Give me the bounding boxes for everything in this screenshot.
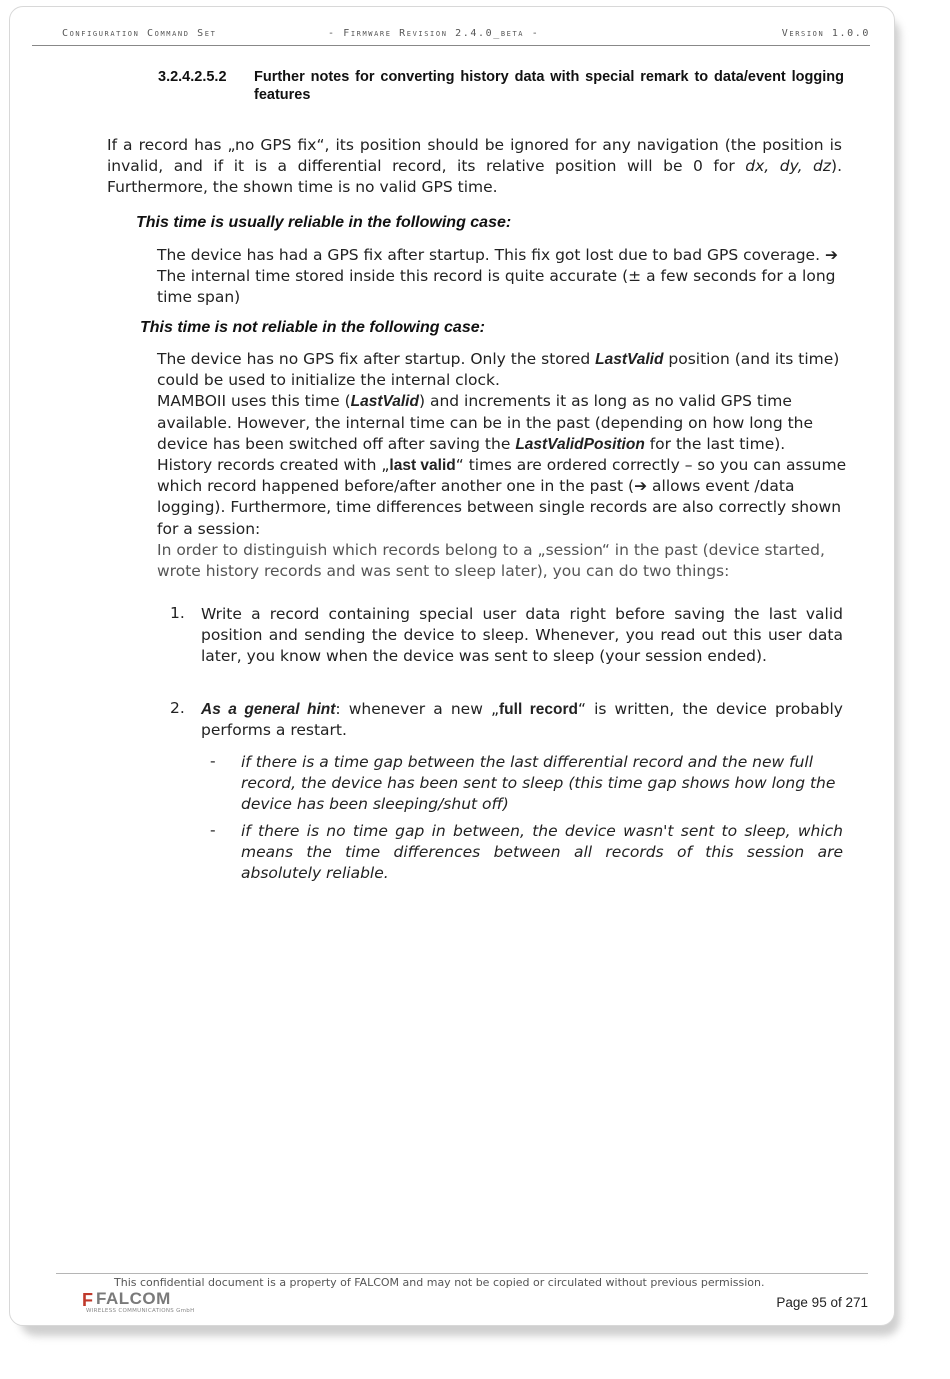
general-hint-label: As a general hint (201, 701, 336, 718)
reliable-text-b: The internal time stored inside this record is quite accurate (± a few seconds for a long time span) (157, 267, 836, 307)
reliable-text-a: The device has had a GPS fix after startup. This fix got lost due to bad GPS coverage. (157, 246, 825, 264)
header-version: Version 1.0.0 (781, 28, 870, 39)
bullet-1-text: if there is a time gap between the last differential record and the new full record, the device has been sent to sleep (this time gap shows how long the device has been sleeping/shut off) (241, 753, 836, 814)
falcom-logo-mark: F (82, 1290, 93, 1310)
p3-text-c: “ times are ordered correctly – so you can assume which record happened before/after another one in the past ( (157, 456, 847, 496)
reliable-paragraph (157, 245, 847, 309)
list-item-2-text (201, 699, 843, 741)
header-doc-title: Configuration Command Set (62, 28, 217, 39)
running-header (32, 27, 870, 46)
header-firmware-revision: - Firmware Revision 2.4.0_beta - (328, 28, 540, 39)
document-page (9, 6, 895, 1326)
falcom-logo (82, 1289, 212, 1317)
p3-text-a: History records created with „ (157, 456, 390, 475)
list-item-number: 1. (170, 604, 185, 622)
p2-text-e: for the last time). (644, 434, 786, 453)
confidentiality-notice: This confidential document is a property of FALCOM and may not be copied or circulated without previous permission. (114, 1276, 765, 1289)
bullet-dash: - (210, 752, 216, 770)
p3-text-d: allows event /data logging). Furthermore, time differences between single records are also correctly shown for a session: (157, 477, 842, 538)
not-reliable-block (157, 349, 847, 582)
keyword-lastvalid: LastValid (595, 351, 664, 368)
list-item-1-text: Write a record containing special user data right before saving the last valid position and sending the device to sleep. Whenever, you read out this user data later, you know when the device was sent to sleep (your session ended). (201, 605, 843, 666)
keyword-full-record: full record (499, 701, 578, 718)
p1-text-a: The device has no GPS fix after startup. Only the stored (157, 350, 596, 368)
p1-text-c: position (and its time) could be used to initialize the internal clock. (157, 350, 840, 390)
falcom-logo-tagline: WIRELESS COMMUNICATIONS GmbH (86, 1308, 195, 1314)
intro-variables: dx, dy, dz (745, 157, 832, 176)
footer-divider (56, 1273, 868, 1274)
intro-text-a: If a record has „no GPS fix“, its position should be ignored for any navigation (the position is invalid, and if it is a differential record, its relative position will be 0 for (107, 136, 842, 176)
hint-text-c: “ is written, the device probably performs a restart. (201, 700, 843, 740)
keyword-lastvalid: LastValid (350, 393, 419, 411)
hint-text-a: : whenever a new „ (335, 700, 500, 718)
bullet-dash: - (210, 821, 216, 839)
arrow-icon: ➔ (824, 246, 838, 264)
page-number: Page 95 of 271 (776, 1295, 868, 1310)
not-reliable-paragraph-4: In order to distinguish which records belong to a „session“ in the past (device started, wrote history records and was sent to sleep later), you can do two things: (157, 540, 825, 581)
not-reliable-paragraph-2 (157, 391, 847, 455)
not-reliable-heading: This time is not reliable in the following case: (140, 319, 485, 336)
not-reliable-paragraph-1 (157, 349, 847, 391)
list-item-number: 2. (170, 699, 185, 717)
falcom-logo-name: FALCOM (96, 1289, 171, 1308)
bullet-2-text: if there is no time gap in between, the device wasn't sent to sleep, which means the time differences between all records of this session are absolutely reliable. (241, 822, 843, 883)
p2-text-a: MAMBOII uses this time ( (157, 392, 351, 411)
reliable-heading: This time is usually reliable in the following case: (136, 214, 512, 231)
intro-paragraph (107, 135, 842, 199)
arrow-icon: ➔ (634, 477, 648, 496)
p2-text-c: ) and increments it as long as no valid GPS time available. However, the internal time can be in the past (depending on how long the device has been switched off after saving the (157, 392, 814, 453)
intro-text-b: ). Furthermore, the shown time is no valid GPS time. (107, 157, 842, 197)
section-title: Further notes for converting history data with special remark to data/event logging features (254, 69, 844, 103)
section-number: 3.2.4.2.5.2 (158, 69, 227, 85)
keyword-lastvalidposition: LastValidPosition (515, 435, 645, 453)
keyword-last-valid: last valid (389, 457, 456, 475)
not-reliable-paragraph-3 (157, 455, 847, 540)
